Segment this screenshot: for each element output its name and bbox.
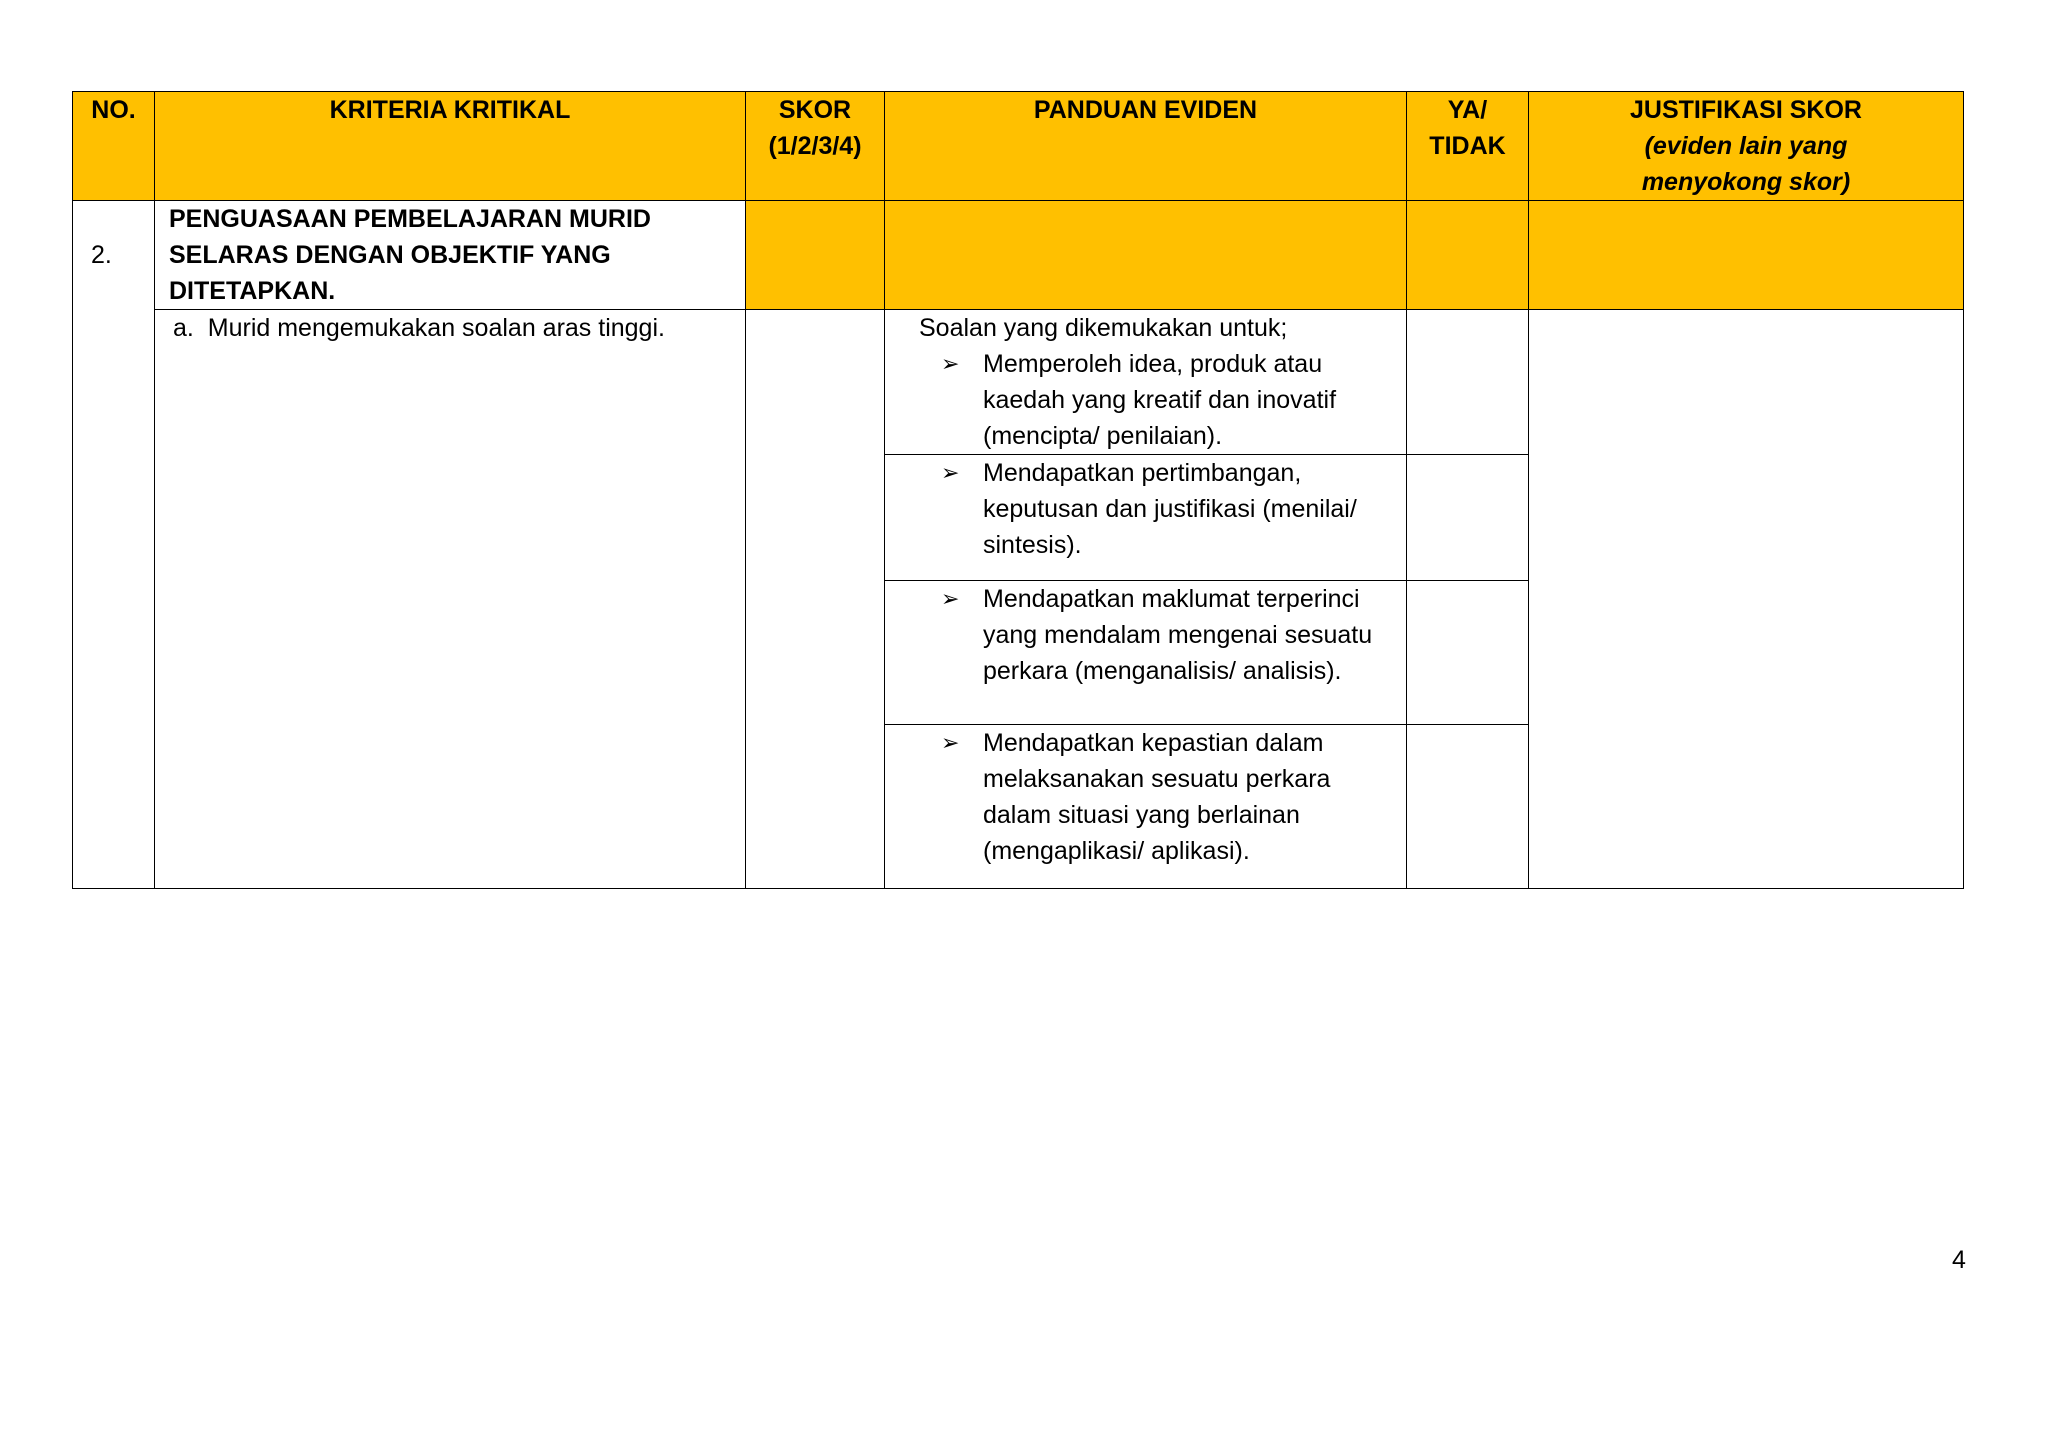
section-title: PENGUASAAN PEMBELAJARAN MURID SELARAS DENGAN OBJEKTIF YANG DITETAPKAN. xyxy=(155,201,746,310)
section-row xyxy=(73,201,1964,310)
section-justifikasi-cell xyxy=(1529,201,1964,310)
arrow-bullet-icon: ➢ xyxy=(941,460,960,485)
header-justifikasi-sub2: menyokong skor) xyxy=(1641,168,1851,196)
header-justifikasi xyxy=(1529,92,1964,201)
ya-tidak-cell-3[interactable] xyxy=(1407,581,1529,725)
evidence-cell-4 xyxy=(885,725,1407,889)
section-skor-cell xyxy=(746,201,885,310)
header-ya-line1: YA/ xyxy=(1447,96,1488,124)
ya-tidak-cell-4[interactable] xyxy=(1407,725,1529,889)
evidence-item xyxy=(885,455,1396,563)
header-ya-line2: TIDAK xyxy=(1429,132,1506,160)
header-justifikasi-sub1: (eviden lain yang xyxy=(1644,132,1848,160)
header-skor xyxy=(746,92,885,201)
evidence-item xyxy=(885,581,1396,689)
header-skor-line1: SKOR xyxy=(778,96,852,124)
evidence-item xyxy=(885,346,1396,454)
criteria-item-text: Murid mengemukakan soalan aras tinggi. xyxy=(207,314,665,342)
skor-input-cell[interactable] xyxy=(746,310,885,889)
section-ya-cell xyxy=(1407,201,1529,310)
evidence-text: Mendapatkan kepastian dalam melaksanakan sesuatu perkara dalam situasi yang berlainan (mengaplikasi/ aplikasi). xyxy=(983,729,1331,865)
evidence-cell-3 xyxy=(885,581,1407,725)
section-number xyxy=(73,201,155,889)
arrow-bullet-icon: ➢ xyxy=(941,586,960,611)
header-panduan: PANDUAN EVIDEN xyxy=(885,92,1407,201)
section-number-text: 2. xyxy=(91,241,112,269)
section-panduan-cell xyxy=(885,201,1407,310)
evidence-text: Mendapatkan maklumat terperinci yang mendalam mengenai sesuatu perkara (menganalisis/ analisis). xyxy=(983,585,1373,685)
justifikasi-input-cell[interactable] xyxy=(1529,310,1964,889)
evidence-text: Mendapatkan pertimbangan, keputusan dan justifikasi (menilai/ sintesis). xyxy=(983,459,1357,559)
evidence-cell-2 xyxy=(885,455,1407,581)
table-header-row xyxy=(73,92,1964,201)
assessment-table xyxy=(72,91,1964,889)
ya-tidak-cell-2[interactable] xyxy=(1407,455,1529,581)
header-skor-line2: (1/2/3/4) xyxy=(768,132,862,160)
ya-tidak-cell-1[interactable] xyxy=(1407,310,1529,455)
evidence-row-1 xyxy=(73,310,1964,455)
evidence-text: Memperoleh idea, produk atau kaedah yang kreatif dan inovatif (mencipta/ penilaian). xyxy=(983,350,1337,450)
arrow-bullet-icon: ➢ xyxy=(941,351,960,376)
criteria-item xyxy=(155,310,746,889)
evidence-intro: Soalan yang dikemukakan untuk; xyxy=(919,314,1288,342)
criteria-item-label: a. xyxy=(173,314,194,342)
header-ya-tidak xyxy=(1407,92,1529,201)
header-kriteria: KRITERIA KRITIKAL xyxy=(155,92,746,201)
evidence-cell-1 xyxy=(885,310,1407,455)
header-no: NO. xyxy=(73,92,155,201)
arrow-bullet-icon: ➢ xyxy=(941,730,960,755)
header-justifikasi-title: JUSTIFIKASI SKOR xyxy=(1630,96,1862,124)
evidence-item xyxy=(885,725,1396,869)
page-number: 4 xyxy=(1952,1246,1966,1274)
